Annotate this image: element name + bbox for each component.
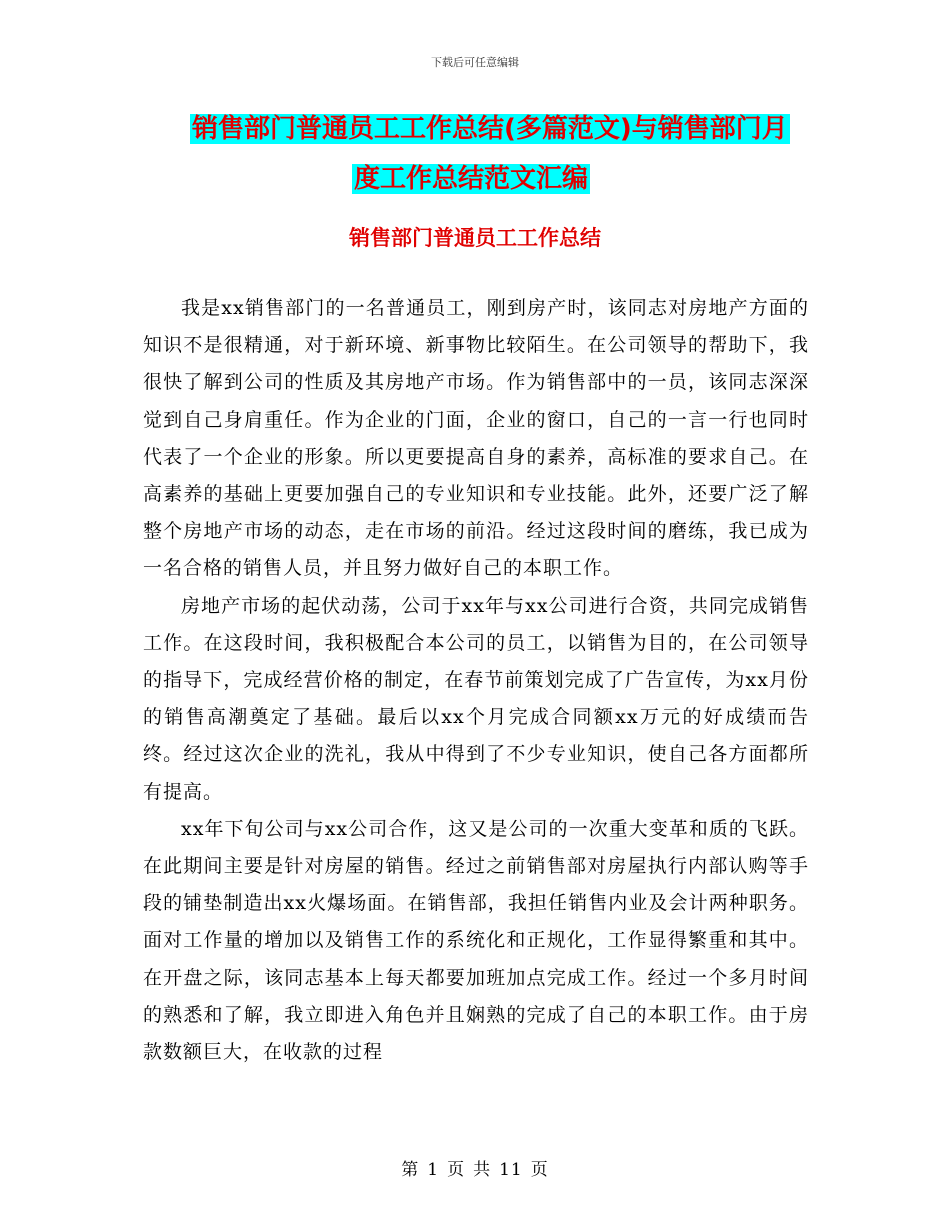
document-title [190,104,810,204]
paragraph: 房地产市场的起伏动荡，公司于xx年与xx公司进行合资，共同完成销售工作。在这段时间，我积极配合本公司的员工，以销售为目的，在公司领导的指导下，完成经营价格的制定，在春节前策划完成了广告宣传，为xx月份的销售高潮奠定了基础。最后以xx个月完成合同额xx万元的好成绩而告终。经过这次企业的洗礼，我从中得到了不少专业知识，使自己各方面都所有提高。 [143,594,809,803]
page-footer [0,1155,950,1180]
title-line-2-text: 度工作总结范文汇编 [354,164,589,194]
footer-prefix: 第 [401,1160,420,1180]
title-line-1-text: 销售部门普通员工工作总结(多篇范文)与销售部门月 [192,114,788,144]
section-title: 销售部门普通员工工作总结 [349,226,601,250]
header-note: 下载后可任意编辑 [431,56,519,69]
body-text [143,290,809,1071]
footer-total-word: 共 [473,1160,492,1180]
paragraph: 我是xx销售部门的一名普通员工，刚到房产时，该同志对房地产方面的知识不是很精通，对于新环境、新事物比较陌生。在公司领导的帮助下，我很快了解到公司的性质及其房地产市场。作为销售部中的一员，该同志深深觉到自己身肩重任。作为企业的门面，企业的窗口，自己的一言一行也同时代表了一个企业的形象。所以更要提高自身的素养，高标准的要求自己。在高素养的基础上更要加强自己的专业知识和专业技能。此外，还要广泛了解整个房地产市场的动态，走在市场的前沿。经过这段时间的磨练，我已成为一名合格的销售人员，并且努力做好自己的本职工作。 [143,297,809,580]
total-page-count: 11 [499,1160,523,1180]
footer-suffix: 页 [530,1160,549,1180]
footer-page-word: 页 [447,1160,466,1180]
title-line-1 [190,104,810,154]
current-page-number: 1 [427,1160,440,1180]
paragraph: xx年下旬公司与xx公司合作，这又是公司的一次重大变革和质的飞跃。在此期间主要是针对房屋的销售。经过之前销售部对房屋执行内部认购等手段的铺垫制造出xx火爆场面。在销售部，我担任销售内业及会计两种职务。面对工作量的增加以及销售工作的系统化和正规化，工作显得繁重和其中。在开盘之际，该同志基本上每天都要加班加点完成工作。经过一个多月时间的熟悉和了解，我立即进入角色并且娴熟的完成了自己的本职工作。由于房款数额巨大，在收款的过程 [143,817,809,1064]
title-line-2 [190,154,810,204]
